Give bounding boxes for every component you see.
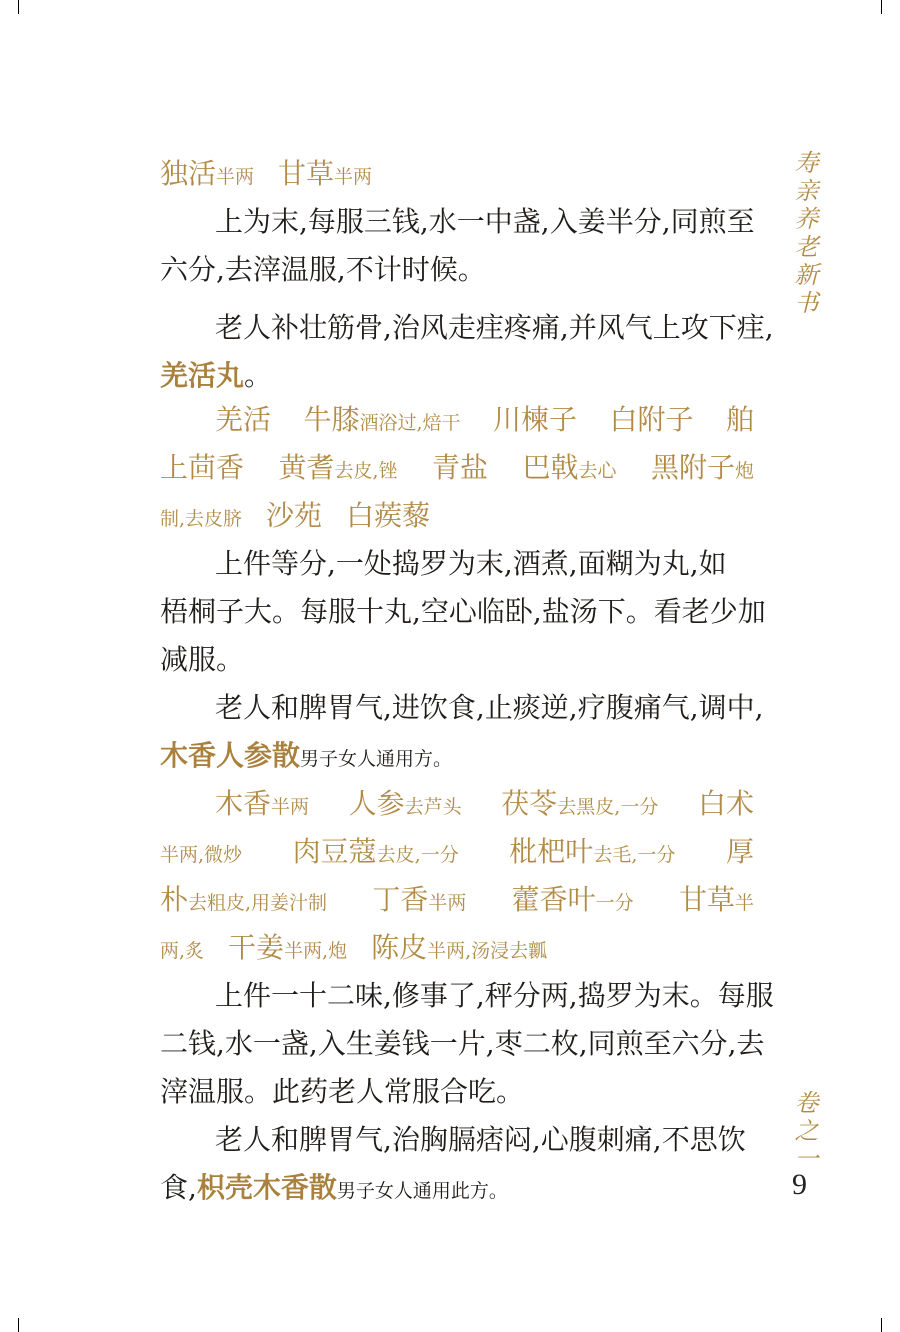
text-line: [160, 734, 754, 778]
body-text: 上件一十二味,修事了,秤分两,捣罗为末。每服: [215, 979, 774, 1012]
text-line: [160, 590, 766, 634]
herb-name: 木香: [215, 787, 272, 820]
herb-name: 白蒺藜: [346, 499, 431, 532]
herb-note: 制,去皮脐: [160, 508, 243, 530]
herb-note: 去芦头: [404, 796, 462, 818]
herb-note: 半两,炮: [284, 940, 348, 962]
crop-mark-top-right: [881, 0, 900, 14]
text-line: [215, 542, 754, 586]
herb-note: 去皮,一分: [376, 844, 459, 866]
body-text: 滓温服。此药老人常服合吃。: [160, 1075, 525, 1108]
herb-name: 朴: [160, 883, 189, 916]
crop-mark-top-left: [0, 0, 19, 14]
text-line: [160, 1070, 754, 1114]
herb-name: 沙苑: [266, 499, 323, 532]
ingredient-line: [215, 398, 754, 442]
herb-name: 白附子: [609, 403, 694, 436]
herb-name: 甘草: [678, 883, 735, 916]
ingredient-line: [215, 782, 754, 826]
herb-name: 舶: [725, 403, 754, 436]
body-text: 上件等分,一处捣罗为末,酒煮,面糊为丸,如: [215, 547, 727, 580]
herb-note: 酒浴过,焙干: [359, 412, 461, 434]
herb-note: 半: [734, 892, 754, 914]
herb-name: 枇杷叶: [509, 835, 594, 868]
text-line: [160, 1166, 754, 1210]
text-line: [215, 1118, 754, 1162]
herb-name: 人参: [348, 787, 405, 820]
herb-note: 半两: [216, 166, 255, 188]
herb-note: 炮: [734, 460, 754, 482]
herb-note: 半两,微炒: [160, 844, 243, 866]
herb-note: 半两: [271, 796, 310, 818]
body-text: 老人和脾胃气,治胸膈痞闷,心腹刺痛,不思饮: [215, 1123, 746, 1156]
page-number: 9: [792, 1168, 807, 1201]
herb-name: 白术: [697, 787, 754, 820]
text-line: [160, 1022, 765, 1066]
herb-name: 巴戟: [522, 451, 579, 484]
herb-note: 去毛,一分: [593, 844, 676, 866]
body-text: 梧桐子大。每服十丸,空心临卧,盐汤下。看老少加: [160, 595, 766, 628]
formula-note: 男子女人通用方。: [300, 748, 453, 770]
text-line: [215, 306, 774, 350]
herb-name: 川楝子: [493, 403, 578, 436]
body-text: 六分,去滓温服,不计时候。: [160, 253, 486, 286]
book-title: 寿亲养老新书: [790, 150, 818, 318]
herb-note: 半两: [428, 892, 467, 914]
herb-name: 羌活: [215, 403, 272, 436]
ingredient-line: [160, 926, 754, 970]
herb-name: 厚: [725, 835, 754, 868]
herb-note: 去黑皮,一分: [557, 796, 659, 818]
text-line: [160, 248, 754, 292]
text-line: [160, 354, 754, 398]
herb-name: 独活: [160, 157, 217, 190]
body-text: 老人和脾胃气,进饮食,止痰逆,疗腹痛气,调中,: [215, 691, 764, 724]
body-text: 减服。: [160, 643, 245, 676]
herb-name: 茯苓: [501, 787, 558, 820]
volume-label: 卷之一: [790, 1090, 818, 1174]
herb-note: 去皮,锉: [334, 460, 398, 482]
herb-name: 黄耆: [278, 451, 335, 484]
crop-mark-bottom-left: [0, 1318, 19, 1332]
herb-name: 黑附子: [650, 451, 735, 484]
text-line: [215, 200, 754, 244]
herb-name: 肉豆蔻: [292, 835, 377, 868]
herb-name: 青盐: [431, 451, 488, 484]
body-text: 老人补壮筋骨,治风走疰疼痛,并风气上攻下疰,: [215, 311, 774, 344]
ingredient-line: [160, 446, 754, 490]
ingredient-line: [160, 830, 754, 874]
herb-name: 丁香: [372, 883, 429, 916]
formula-name: 枳壳木香散: [196, 1171, 337, 1204]
herb-note: 半两: [334, 166, 373, 188]
formula-name: 羌活丸: [160, 359, 245, 392]
formula-note: 男子女人通用此方。: [336, 1180, 508, 1202]
body-text: 。: [244, 359, 273, 392]
crop-mark-bottom-right: [881, 1318, 900, 1332]
herb-name: 藿香叶: [511, 883, 596, 916]
body-text: 上为末,每服三钱,水一中盏,入姜半分,同煎至: [215, 205, 755, 238]
formula-name: 木香人参散: [160, 739, 301, 772]
text-line: [215, 974, 774, 1018]
herb-note: 去心: [578, 460, 617, 482]
herb-note: 两,炙: [160, 940, 205, 962]
herb-name: 干姜: [228, 931, 285, 964]
herb-note: 去粗皮,用姜汁制: [188, 892, 328, 914]
herb-note: 一分: [595, 892, 634, 914]
body-text: 二钱,水一盏,入生姜钱一片,枣二枚,同煎至六分,去: [160, 1027, 765, 1060]
text-line: [160, 152, 754, 196]
herb-name: 牛膝: [303, 403, 360, 436]
herb-note: 半两,汤浸去瓤: [427, 940, 548, 962]
herb-name: 上茴香: [160, 451, 245, 484]
herb-name: 甘草: [278, 157, 335, 190]
ingredient-line: [160, 494, 754, 538]
text-line: [215, 686, 764, 730]
text-line: [160, 638, 754, 682]
ingredient-line: [160, 878, 754, 922]
herb-name: 陈皮: [371, 931, 428, 964]
body-text: 食,: [160, 1171, 197, 1204]
